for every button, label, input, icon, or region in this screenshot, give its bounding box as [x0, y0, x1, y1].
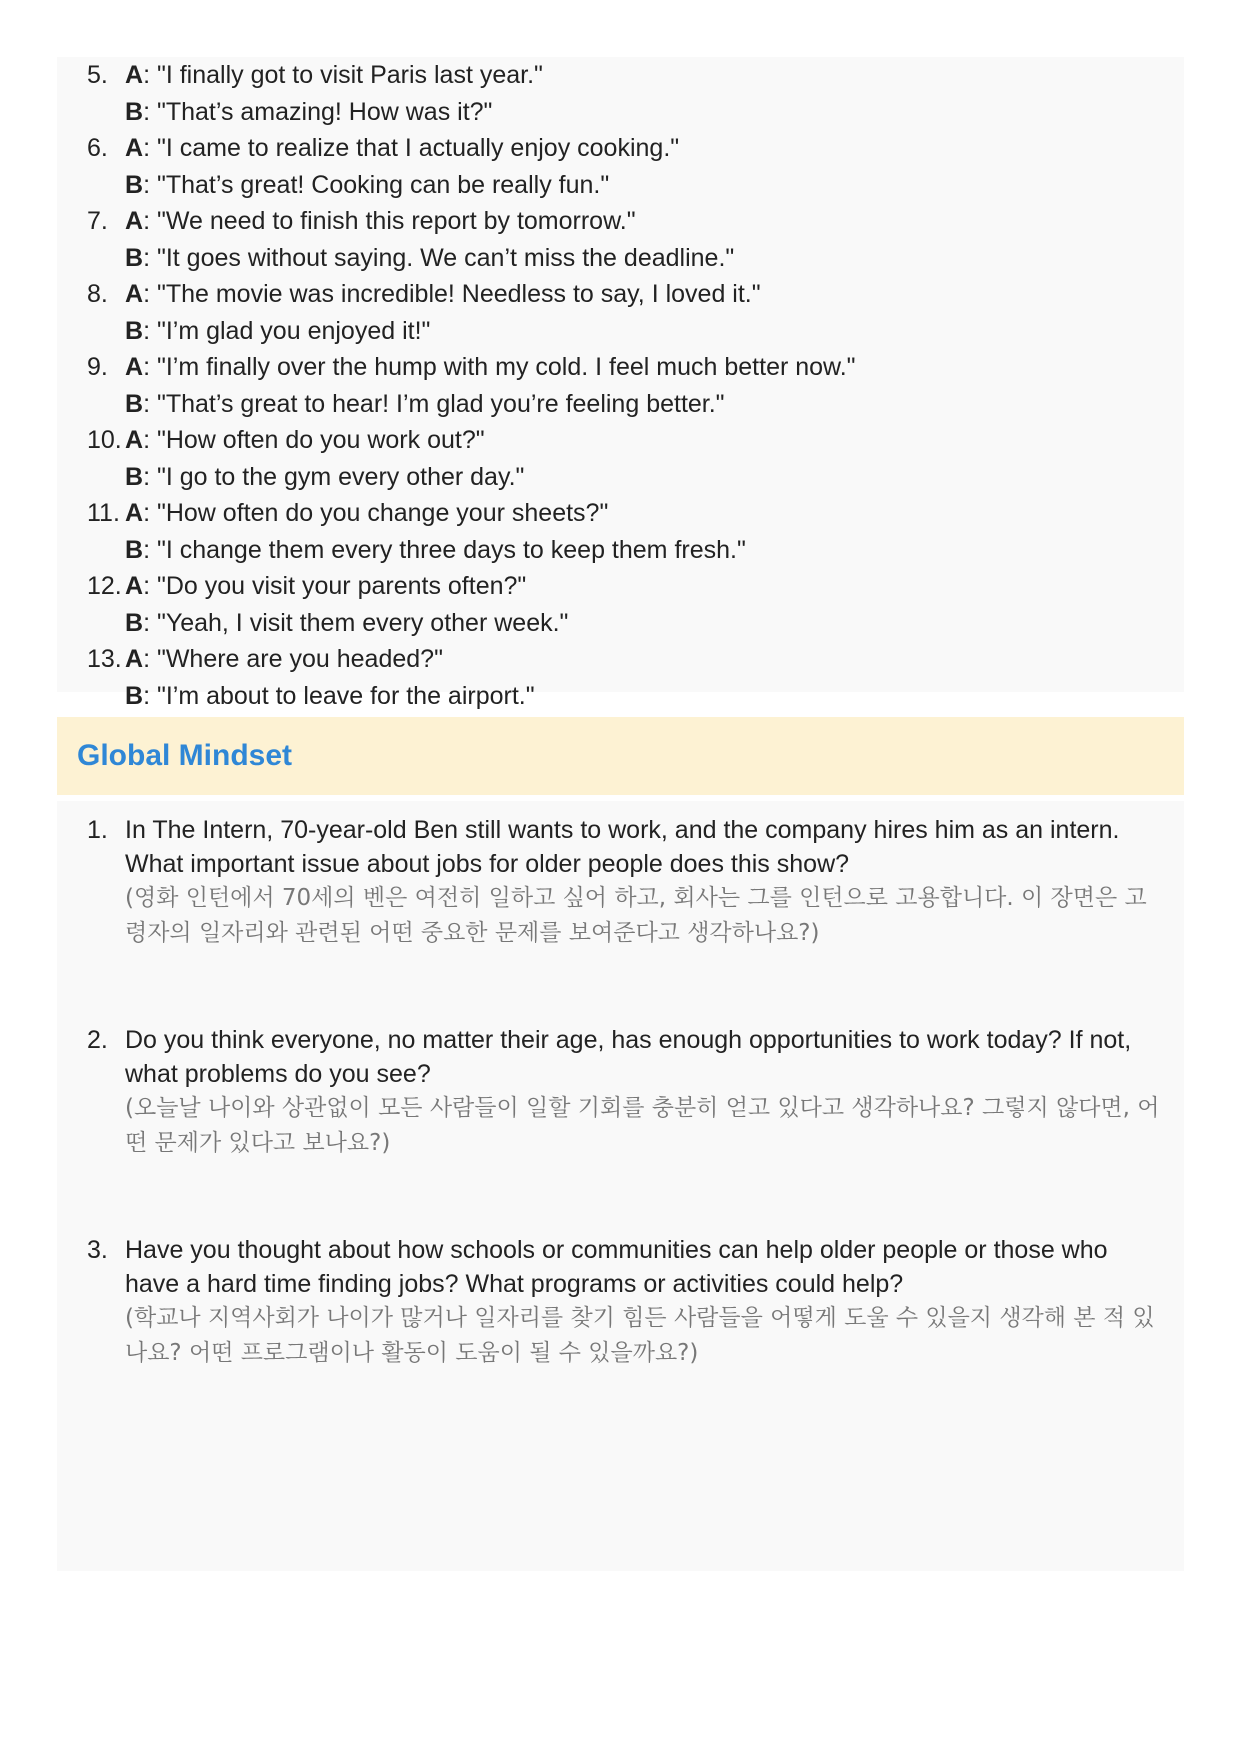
speaker-a-label: A — [125, 134, 144, 162]
speaker-a-text: : "I came to realize that I actually enjoy cooking." — [143, 134, 680, 162]
dialogue-number: 7. — [87, 207, 108, 235]
question-item — [87, 813, 1162, 951]
speaker-b-label: B — [125, 535, 144, 564]
speaker-b-text: : "I go to the gym every other day." — [143, 462, 525, 491]
dialogue-line-a — [125, 57, 856, 94]
question-number: 2. — [87, 1026, 108, 1054]
speaker-b-label: B — [125, 608, 144, 637]
speaker-a-label: A — [125, 207, 144, 235]
dialogue-number: 12. — [87, 572, 122, 600]
speaker-a-label: A — [125, 645, 144, 673]
dialogue-item — [87, 130, 856, 203]
dialogue-number: 6. — [87, 134, 108, 162]
speaker-b-text: : "That’s great to hear! I’m glad you’re feeling better." — [143, 389, 725, 418]
dialogue-panel — [57, 57, 1184, 710]
speaker-b-label: B — [125, 316, 144, 345]
speaker-a-text: : "Where are you headed?" — [143, 645, 443, 673]
speaker-a-label: A — [125, 499, 144, 527]
dialogue-line-a — [125, 495, 856, 532]
question-item — [87, 1233, 1162, 1371]
dialogue-number: 8. — [87, 280, 108, 308]
dialogue-item — [87, 641, 856, 714]
speaker-b-label: B — [125, 462, 144, 491]
dialogue-line-a — [125, 276, 856, 313]
dialogue-line-b — [125, 532, 856, 569]
speaker-a-text: : "We need to finish this report by tomorrow." — [143, 207, 636, 235]
dialogue-line-a — [125, 349, 856, 386]
dialogue-item — [87, 203, 856, 276]
dialogue-line-b — [125, 313, 856, 350]
speaker-a-label: A — [125, 353, 144, 381]
dialogue-line-a — [125, 203, 856, 240]
dialogue-line-b — [125, 386, 856, 423]
dialogue-line-a — [125, 130, 856, 167]
dialogue-line-b — [125, 240, 856, 277]
dialogue-line-a — [125, 568, 856, 605]
dialogue-number: 11. — [87, 499, 120, 527]
dialogue-item — [87, 495, 856, 568]
speaker-a-label: A — [125, 280, 144, 308]
speaker-b-text: : "It goes without saying. We can’t miss the deadline." — [143, 243, 735, 272]
questions-panel — [57, 801, 1184, 1571]
speaker-b-text: : "I’m about to leave for the airport." — [143, 681, 535, 710]
dialogue-item — [87, 57, 856, 130]
dialogue-item — [87, 422, 856, 495]
question-item — [87, 1023, 1162, 1161]
speaker-b-text: : "That’s amazing! How was it?" — [143, 97, 493, 126]
question-number: 1. — [87, 816, 108, 844]
dialogue-item — [87, 568, 856, 641]
dialogue-line-a — [125, 641, 856, 678]
dialogue-line-a — [125, 422, 856, 459]
dialogue-number: 13. — [87, 645, 122, 673]
speaker-b-label: B — [125, 681, 144, 710]
speaker-a-text: : "I’m finally over the hump with my cold. I feel much better now." — [143, 353, 856, 381]
speaker-b-text: : "That’s great! Cooking can be really fun." — [143, 170, 610, 199]
dialogue-number: 5. — [87, 61, 108, 89]
speaker-a-label: A — [125, 61, 144, 89]
dialogue-line-b — [125, 167, 856, 204]
dialogue-list — [87, 57, 856, 714]
section-title: Global Mindset — [77, 739, 293, 772]
question-english: Have you thought about how schools or communities can help older people or those who have a hard time finding jobs? What programs or activities could help? — [125, 1236, 1108, 1298]
section-header — [57, 717, 1184, 795]
question-korean: (학교나 지역사회가 나이가 많거나 일자리를 찾기 힘든 사람들을 어떻게 도울 수 있을지 생각해 본 적 있나요? 어떤 프로그램이나 활동이 도움이 될 수 있을까요?) — [125, 1305, 1155, 1366]
question-korean: (오늘날 나이와 상관없이 모든 사람들이 일할 기회를 충분히 얻고 있다고 생각하나요? 그렇지 않다면, 어떤 문제가 있다고 보나요?) — [125, 1095, 1160, 1156]
speaker-b-label: B — [125, 243, 144, 272]
question-english: In The Intern, 70-year-old Ben still wants to work, and the company hires him as an intern. What important issue about jobs for older people does this show? — [125, 816, 1120, 878]
speaker-b-label: B — [125, 389, 144, 418]
speaker-b-label: B — [125, 97, 144, 126]
question-number: 3. — [87, 1236, 108, 1264]
dialogue-line-b — [125, 459, 856, 496]
speaker-b-text: : "Yeah, I visit them every other week." — [143, 608, 569, 637]
dialogue-item — [87, 349, 856, 422]
dialogue-line-b — [125, 605, 856, 642]
question-korean: (영화 인턴에서 70세의 벤은 여전히 일하고 싶어 하고, 회사는 그를 인턴으로 고용합니다. 이 장면은 고령자의 일자리와 관련된 어떤 중요한 문제를 보여준다고 생각하나요?) — [125, 885, 1147, 946]
dialogue-number: 9. — [87, 353, 108, 381]
speaker-a-text: : "The movie was incredible! Needless to say, I loved it." — [143, 280, 761, 308]
dialogue-line-b — [125, 94, 856, 131]
speaker-a-text: : "How often do you change your sheets?" — [143, 499, 609, 527]
speaker-a-label: A — [125, 426, 144, 454]
speaker-a-label: A — [125, 572, 144, 600]
speaker-b-label: B — [125, 170, 144, 199]
dialogue-line-b — [125, 678, 856, 715]
speaker-b-text: : "I’m glad you enjoyed it!" — [143, 316, 431, 345]
speaker-b-text: : "I change them every three days to keep them fresh." — [143, 535, 746, 564]
dialogue-item — [87, 276, 856, 349]
speaker-a-text: : "Do you visit your parents often?" — [143, 572, 527, 600]
dialogue-number: 10. — [87, 426, 122, 454]
question-english: Do you think everyone, no matter their age, has enough opportunities to work today? If not, what problems do you see? — [125, 1026, 1132, 1088]
speaker-a-text: : "How often do you work out?" — [143, 426, 485, 454]
speaker-a-text: : "I finally got to visit Paris last year." — [143, 61, 543, 89]
